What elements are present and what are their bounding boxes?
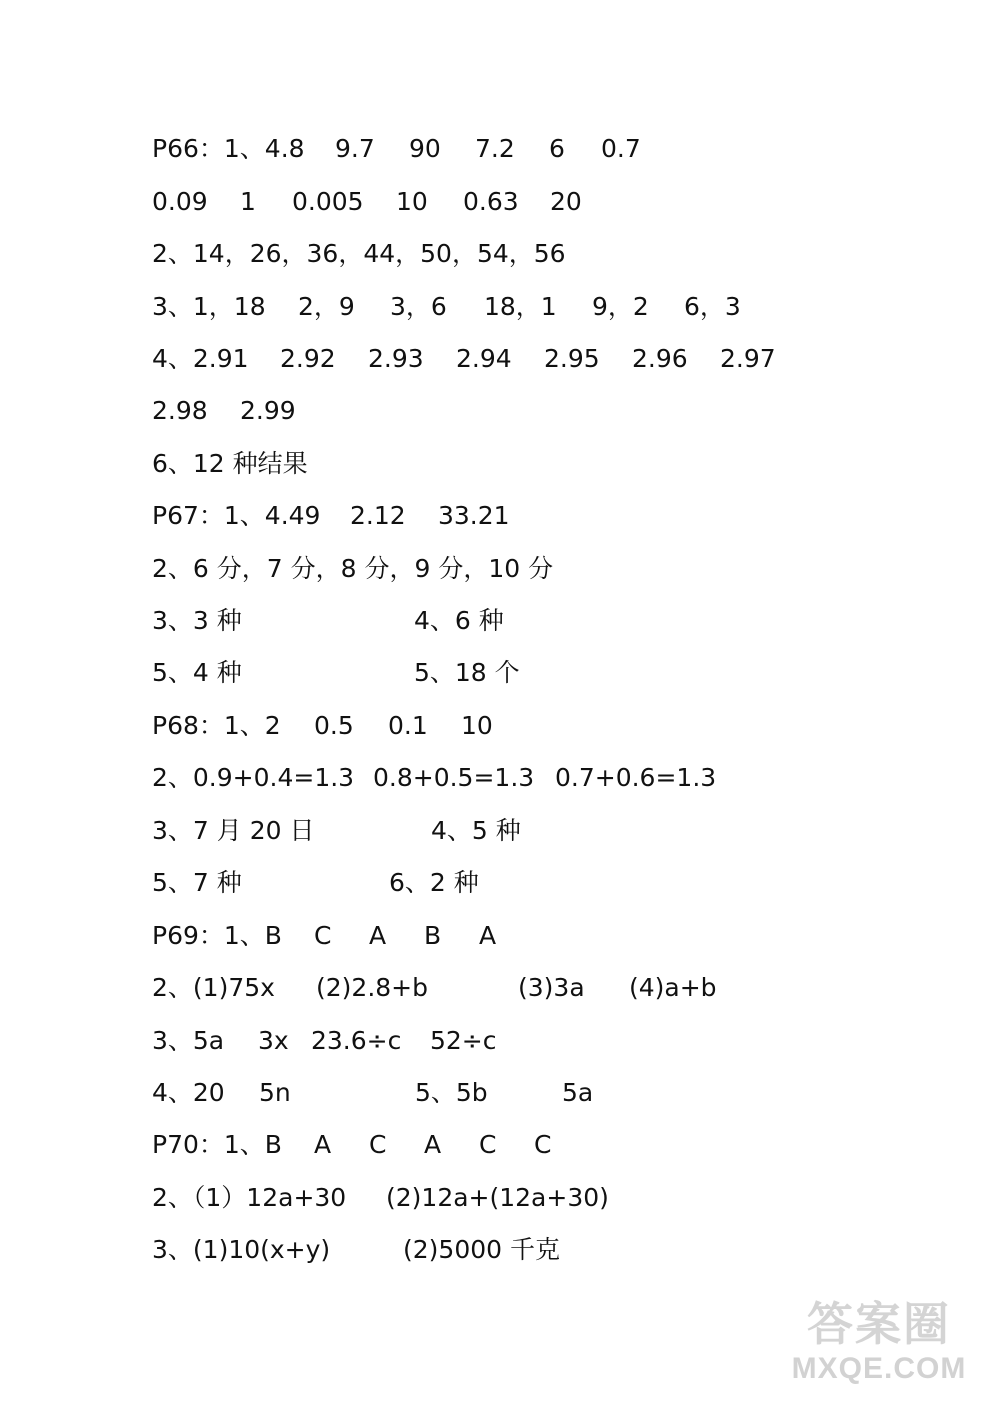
answer-text: P70：1、B <box>152 1130 282 1159</box>
answer-line-p67-5 <box>0 653 1000 693</box>
answer-text: 0.63 <box>463 187 519 216</box>
answer-text: 52÷c <box>430 1026 497 1055</box>
answer-line-p66-3 <box>0 287 1000 327</box>
answer-line-p66-6 <box>0 444 1000 484</box>
answer-text: C <box>534 1130 552 1159</box>
answer-text: P67：1、4.49 <box>152 501 321 530</box>
answer-text: 2、(1)75x <box>152 973 275 1002</box>
answer-text: 0.005 <box>292 187 364 216</box>
answer-text: 2.99 <box>240 396 296 425</box>
answer-text: 5n <box>259 1078 291 1107</box>
answer-text: 10 <box>396 187 428 216</box>
answer-text: 2.93 <box>368 344 424 373</box>
answer-text: 3、3 种 <box>152 606 242 635</box>
answer-text: 2、0.9+0.4=1.3 <box>152 763 355 792</box>
answer-text: P69：1、B <box>152 921 282 950</box>
answer-line-p66-4 <box>0 339 1000 379</box>
answer-line-p66-1-cont <box>0 182 1000 222</box>
answer-text: 2.12 <box>350 501 406 530</box>
answer-text: 2.92 <box>280 344 336 373</box>
answer-text: 5、18 个 <box>414 658 520 687</box>
answer-text: 3，6 <box>390 292 447 321</box>
answer-line-p69-2 <box>0 968 1000 1008</box>
answer-text: 0.5 <box>314 711 354 740</box>
answer-text: 23.6÷c <box>311 1026 402 1055</box>
answer-text: C <box>479 1130 497 1159</box>
answer-text: 2、（1）12a+30 <box>152 1183 347 1212</box>
answer-text: 2.94 <box>456 344 512 373</box>
answer-line-p66-4-cont <box>0 391 1000 431</box>
answer-text: 6、12 种结果 <box>152 449 308 478</box>
answer-line-p68-2 <box>0 758 1000 798</box>
answer-text: 33.21 <box>438 501 510 530</box>
answer-text: P68：1、2 <box>152 711 281 740</box>
answer-text: B <box>424 921 442 950</box>
answer-line-p69-1 <box>0 916 1000 956</box>
answer-text: A <box>314 1130 332 1159</box>
answer-line-p67-1 <box>0 496 1000 536</box>
answer-line-p70-3 <box>0 1230 1000 1270</box>
answer-text: 6，3 <box>684 292 741 321</box>
answer-text: 0.7 <box>601 134 641 163</box>
answer-line-p70-2 <box>0 1178 1000 1218</box>
answer-text: P66：1、4.8 <box>152 134 305 163</box>
answer-text: A <box>479 921 497 950</box>
answer-text: 7.2 <box>475 134 515 163</box>
watermark-logo-text: 答案圈 <box>807 1297 951 1351</box>
answer-text: 2.95 <box>544 344 600 373</box>
answer-line-p68-5 <box>0 863 1000 903</box>
answer-text: 9，2 <box>592 292 649 321</box>
answer-text: 1 <box>240 187 256 216</box>
answer-text: 2.97 <box>720 344 776 373</box>
answer-line-p68-3 <box>0 811 1000 851</box>
answer-text: 4、5 种 <box>431 816 521 845</box>
answer-text: 3、5a <box>152 1026 225 1055</box>
answer-text: 3、7 月 20 日 <box>152 816 315 845</box>
answer-text: 5、7 种 <box>152 868 242 897</box>
answer-text: 2.98 <box>152 396 208 425</box>
answer-text: 4、2.91 <box>152 344 249 373</box>
answer-text: 0.7+0.6=1.3 <box>555 763 717 792</box>
answer-text: 3、(1)10(x+y) <box>152 1235 331 1264</box>
answer-text: 0.1 <box>388 711 428 740</box>
answer-text: 2、6 分，7 分，8 分，9 分，10 分 <box>152 554 554 583</box>
answer-text: 18，1 <box>484 292 557 321</box>
answer-line-p68-1 <box>0 706 1000 746</box>
answer-text: 0.09 <box>152 187 208 216</box>
answer-text: (2)2.8+b <box>316 973 428 1002</box>
answer-line-p66-1 <box>0 129 1000 169</box>
answer-text: 20 <box>550 187 582 216</box>
answer-text: (2)5000 千克 <box>403 1235 560 1264</box>
answer-text: A <box>424 1130 442 1159</box>
answer-text: 2.96 <box>632 344 688 373</box>
answer-text: 3x <box>258 1026 289 1055</box>
answer-line-p66-2 <box>0 234 1000 274</box>
answer-text: C <box>314 921 332 950</box>
answer-text: A <box>369 921 387 950</box>
answer-text: 9.7 <box>335 134 375 163</box>
answer-text: (4)a+b <box>629 973 717 1002</box>
answer-text: 6、2 种 <box>389 868 479 897</box>
answer-line-p69-3 <box>0 1021 1000 1061</box>
answer-text: 90 <box>409 134 441 163</box>
answer-text: 2、14，26，36，44，50，54，56 <box>152 239 566 268</box>
answer-text: 5、4 种 <box>152 658 242 687</box>
answer-text: 10 <box>461 711 493 740</box>
answer-line-p67-3 <box>0 601 1000 641</box>
answer-text: 5a <box>562 1078 594 1107</box>
site-watermark <box>784 1296 974 1406</box>
watermark-domain: MXQE.COM <box>791 1352 967 1385</box>
answer-text: 5、5b <box>415 1078 488 1107</box>
answer-text: C <box>369 1130 387 1159</box>
answer-text: 6 <box>549 134 565 163</box>
answer-text: 4、6 种 <box>414 606 504 635</box>
answer-text: (2)12a+(12a+30) <box>386 1183 609 1212</box>
answer-text: 2，9 <box>298 292 355 321</box>
answer-text: 0.8+0.5=1.3 <box>373 763 535 792</box>
answer-line-p70-1 <box>0 1125 1000 1165</box>
answer-text: 3、1，18 <box>152 292 266 321</box>
answer-text: (3)3a <box>518 973 585 1002</box>
answer-text: 4、20 <box>152 1078 225 1107</box>
answer-line-p67-2 <box>0 549 1000 589</box>
answer-line-p69-4 <box>0 1073 1000 1113</box>
